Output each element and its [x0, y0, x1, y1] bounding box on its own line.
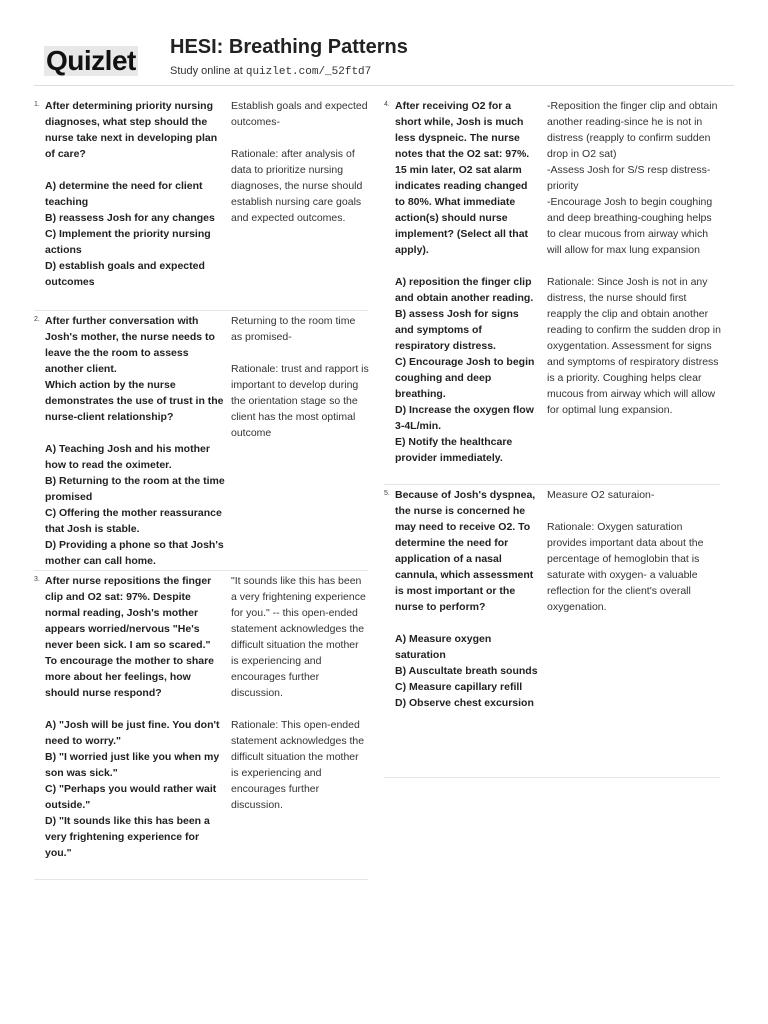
- card-question: After nurse repositions the finger clip and O2 sat: 97%. Despite normal reading, Josh's mother appears worried/nervous "He's never been sick. I am so scared." To encourage the mother to share more about her feelings, how should nurse respond? A) "Josh will be just fine. You don't need to worry." B) "I worried just like you when my son was sick." C) "Perhaps you would rather wait outside." D) "It sounds like this has been a very frightening experience for you.": [45, 575, 220, 859]
- flashcard-5: [384, 485, 720, 778]
- card-question: After further conversation with Josh's mother, the nurse needs to leave the the room to assess another client. Which action by the nurse demonstrates the use of trust in the nurse-client relationship? A) Teaching Josh and his mother how to read the oximeter. B) Returning to the room at the time promised C) Offering the mother reassurance that Josh is stable. D) Providing a phone so that Josh's mother can call home.: [45, 315, 225, 567]
- document-header: [34, 28, 734, 86]
- card-number: 4.: [384, 101, 390, 108]
- card-answer: -Reposition the finger clip and obtain another reading-since he is not in distress (reapply to confirm sudden drop in O2 sat) -Assess Josh for S/S resp distress-priority -Encourage Josh to begin coughing and deep breathing-coughing helps to clear mucous from airway which will allow for max lung expansion Rationale: Since Josh is not in any distress, the nurse should first reapply the clip and obtain another reading to confirm the sudden drop in oxygentation. Assessment for signs and symptoms of respiratory distress is a priority. Coughing helps clear mucous from airway which will allow for optimal lung expansion.: [547, 100, 721, 416]
- study-online-line: [170, 65, 371, 78]
- study-url-link[interactable]: quizlet.com/_52ftd7: [245, 66, 372, 78]
- right-column: [384, 96, 720, 778]
- card-number: 1.: [34, 101, 40, 108]
- flashcard-3: [34, 571, 368, 880]
- card-number: 5.: [384, 490, 390, 497]
- left-column: [34, 96, 368, 880]
- card-number: 3.: [34, 576, 40, 583]
- card-number: 2.: [34, 316, 40, 323]
- card-answer: Returning to the room time as promised- Rationale: trust and rapport is important to develop during the orientation stage so the client has the most optimal outcome: [231, 315, 369, 439]
- card-answer: Establish goals and expected outcomes- Rationale: after analysis of data to prioritize nursing diagnoses, the nurse should establish nursing care goals and expected outcomes.: [231, 100, 368, 224]
- card-question: Because of Josh's dyspnea, the nurse is concerned he may need to receive O2. To determine the need for application of a nasal cannula, which assessment is most important or the nurse to perform? A) Measure oxygen saturation B) Auscultate breath sounds C) Measure capillary refill D) Observe chest excursion: [395, 489, 538, 709]
- card-question: After receiving O2 for a short while, Josh is much less dyspneic. The nurse notes that the O2 sat: 97%. 15 min later, O2 sat alarm indicates reading changed to 80%. What immediate action(s) should nurse implement? (Select all that apply). A) reposition the finger clip and obtain another reading. B) assess Josh for signs and symptoms of respiratory distress. C) Encourage Josh to begin coughing and deep breathing. D) Increase the oxygen flow 3-4L/min. E) Notify the healthcare provider immediately.: [395, 100, 535, 464]
- card-answer: "It sounds like this has been a very frightening experience for you." -- this open-ended statement acknowledges the difficult situation the mother is experiencing and encourages further discussion. Rationale: This open-ended statement acknowledges the difficult situation the mother is experiencing and encourages further discussion.: [231, 575, 366, 811]
- subtitle-prefix: Study online at: [170, 65, 243, 77]
- flashcard-2: [34, 311, 368, 571]
- page-title: HESI: Breathing Patterns: [170, 36, 408, 58]
- header-divider: [34, 85, 734, 86]
- card-question: After determining priority nursing diagnoses, what step should the nurse take next in developing plan of care? A) determine the need for client teaching B) reassess Josh for any changes C) Implement the priority nursing actions D) establish goals and expected outcomes: [45, 100, 218, 288]
- flashcard-4: [384, 96, 720, 485]
- card-answer: Measure O2 saturaion- Rationale: Oxygen saturation provides important data about the percentage of hemoglobin that is saturate with oxygen- a valuable reflection for the client's overall oxygenation.: [547, 489, 704, 613]
- quizlet-logo[interactable]: Quizlet: [46, 45, 136, 76]
- flashcard-1: [34, 96, 368, 311]
